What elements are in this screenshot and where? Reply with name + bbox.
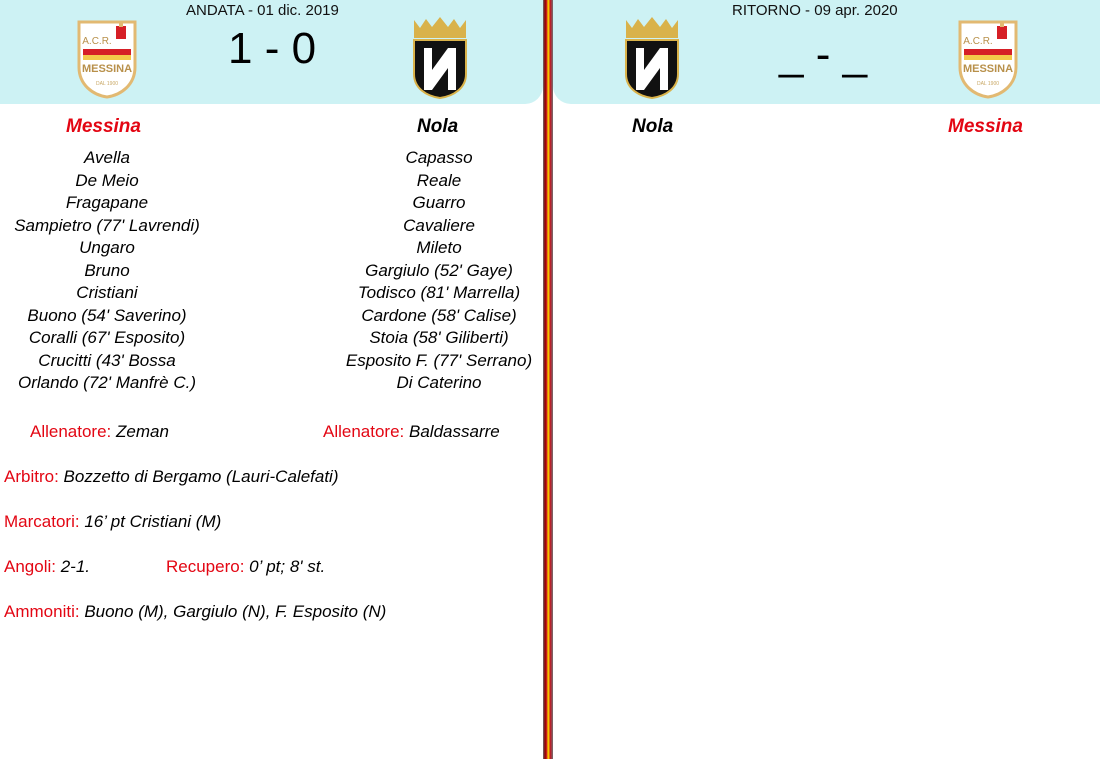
panel-divider bbox=[543, 0, 553, 759]
messina-crest-line3: DAL 1900 bbox=[976, 81, 1000, 87]
ritorno-away-team-name: Messina bbox=[948, 116, 1023, 137]
ammoniti-row bbox=[4, 602, 386, 622]
away-player: Capasso bbox=[405, 148, 473, 167]
home-player: Orlando (72' Manfrè C.) bbox=[17, 373, 197, 392]
ritorno-header bbox=[553, 0, 1100, 104]
ammoniti-value: Buono (M), Gargiulo (N), F. Esposito (N) bbox=[84, 602, 387, 621]
messina-crest-icon bbox=[76, 19, 138, 99]
home-player: Fragapane bbox=[65, 193, 149, 212]
messina-crest-line1: A.C.R. bbox=[82, 36, 112, 47]
home-player: Crucitti (43' Bossa bbox=[38, 350, 176, 370]
recupero-value: 0’ pt; 8' st. bbox=[249, 557, 326, 576]
away-player: Di Caterino bbox=[396, 373, 482, 392]
arbitro-label: Arbitro: bbox=[4, 467, 59, 486]
andata-date-label: ANDATA - 01 dic. 2019 bbox=[186, 2, 339, 19]
away-player: Esposito F. (77' Serrano) bbox=[345, 350, 533, 370]
away-player: Gargiulo (52' Gaye) bbox=[365, 260, 513, 280]
recupero-row bbox=[166, 557, 325, 577]
messina-crest-line1: A.C.R. bbox=[963, 36, 993, 47]
marcatori-label: Marcatori: bbox=[4, 512, 80, 531]
home-player: Sampietro (77' Lavrendi) bbox=[14, 215, 200, 235]
coach-label: Allenatore: bbox=[323, 422, 405, 441]
nola-crest-icon bbox=[622, 14, 682, 100]
away-player: Cardone (58' Calise) bbox=[361, 305, 517, 325]
coach-value: Baldassarre bbox=[409, 422, 500, 441]
home-player: Ungaro bbox=[79, 238, 135, 257]
away-player: Todisco (81' Marrella) bbox=[357, 283, 521, 302]
away-player: Stoia (58' Giliberti) bbox=[369, 328, 509, 347]
home-player: Coralli (67' Esposito) bbox=[28, 328, 186, 347]
andata-away-coach bbox=[323, 422, 500, 442]
home-player: Avella bbox=[84, 148, 130, 167]
messina-crest-icon bbox=[957, 19, 1019, 99]
ritorno-score: _ - _ bbox=[779, 30, 868, 79]
ritorno-date-label: RITORNO - 09 apr. 2020 bbox=[732, 2, 898, 19]
arbitro-value: Bozzetto di Bergamo (Lauri-Calefati) bbox=[63, 467, 339, 486]
nola-crest-icon bbox=[410, 14, 470, 100]
away-player: Mileto bbox=[416, 238, 462, 257]
angoli-row bbox=[4, 557, 90, 577]
andata-away-team-name: Nola bbox=[417, 116, 459, 137]
home-player: Cristiani bbox=[76, 283, 138, 302]
angoli-label: Angoli: bbox=[4, 557, 56, 576]
coach-label: Allenatore: bbox=[30, 422, 112, 441]
andata-home-lineup bbox=[0, 147, 214, 395]
andata-score: 1 - 0 bbox=[228, 24, 317, 73]
coach-value: Zeman bbox=[116, 422, 169, 441]
recupero-label: Recupero: bbox=[166, 557, 245, 576]
angoli-value: 2-1. bbox=[60, 557, 91, 576]
home-player: De Meio bbox=[75, 170, 139, 190]
messina-crest-line2: MESSINA bbox=[962, 63, 1014, 75]
messina-crest-line3: DAL 1900 bbox=[95, 81, 119, 87]
marcatori-row bbox=[4, 512, 221, 532]
andata-home-coach bbox=[30, 422, 169, 442]
home-player: Bruno bbox=[84, 260, 130, 280]
away-player: Guarro bbox=[412, 193, 466, 212]
andata-away-lineup bbox=[334, 147, 544, 395]
andata-panel bbox=[0, 0, 543, 759]
home-player: Buono (54' Saverino) bbox=[27, 305, 187, 325]
ammoniti-label: Ammoniti: bbox=[4, 602, 80, 621]
ritorno-panel bbox=[553, 0, 1100, 759]
ritorno-home-team-name: Nola bbox=[632, 116, 674, 137]
andata-header bbox=[0, 0, 543, 104]
away-player: Reale bbox=[416, 170, 462, 190]
arbitro-row bbox=[4, 467, 339, 487]
messina-crest-line2: MESSINA bbox=[81, 63, 133, 75]
marcatori-value: 16’ pt Cristiani (M) bbox=[84, 512, 222, 531]
away-player: Cavaliere bbox=[403, 215, 475, 235]
andata-home-team-name: Messina bbox=[66, 116, 141, 137]
